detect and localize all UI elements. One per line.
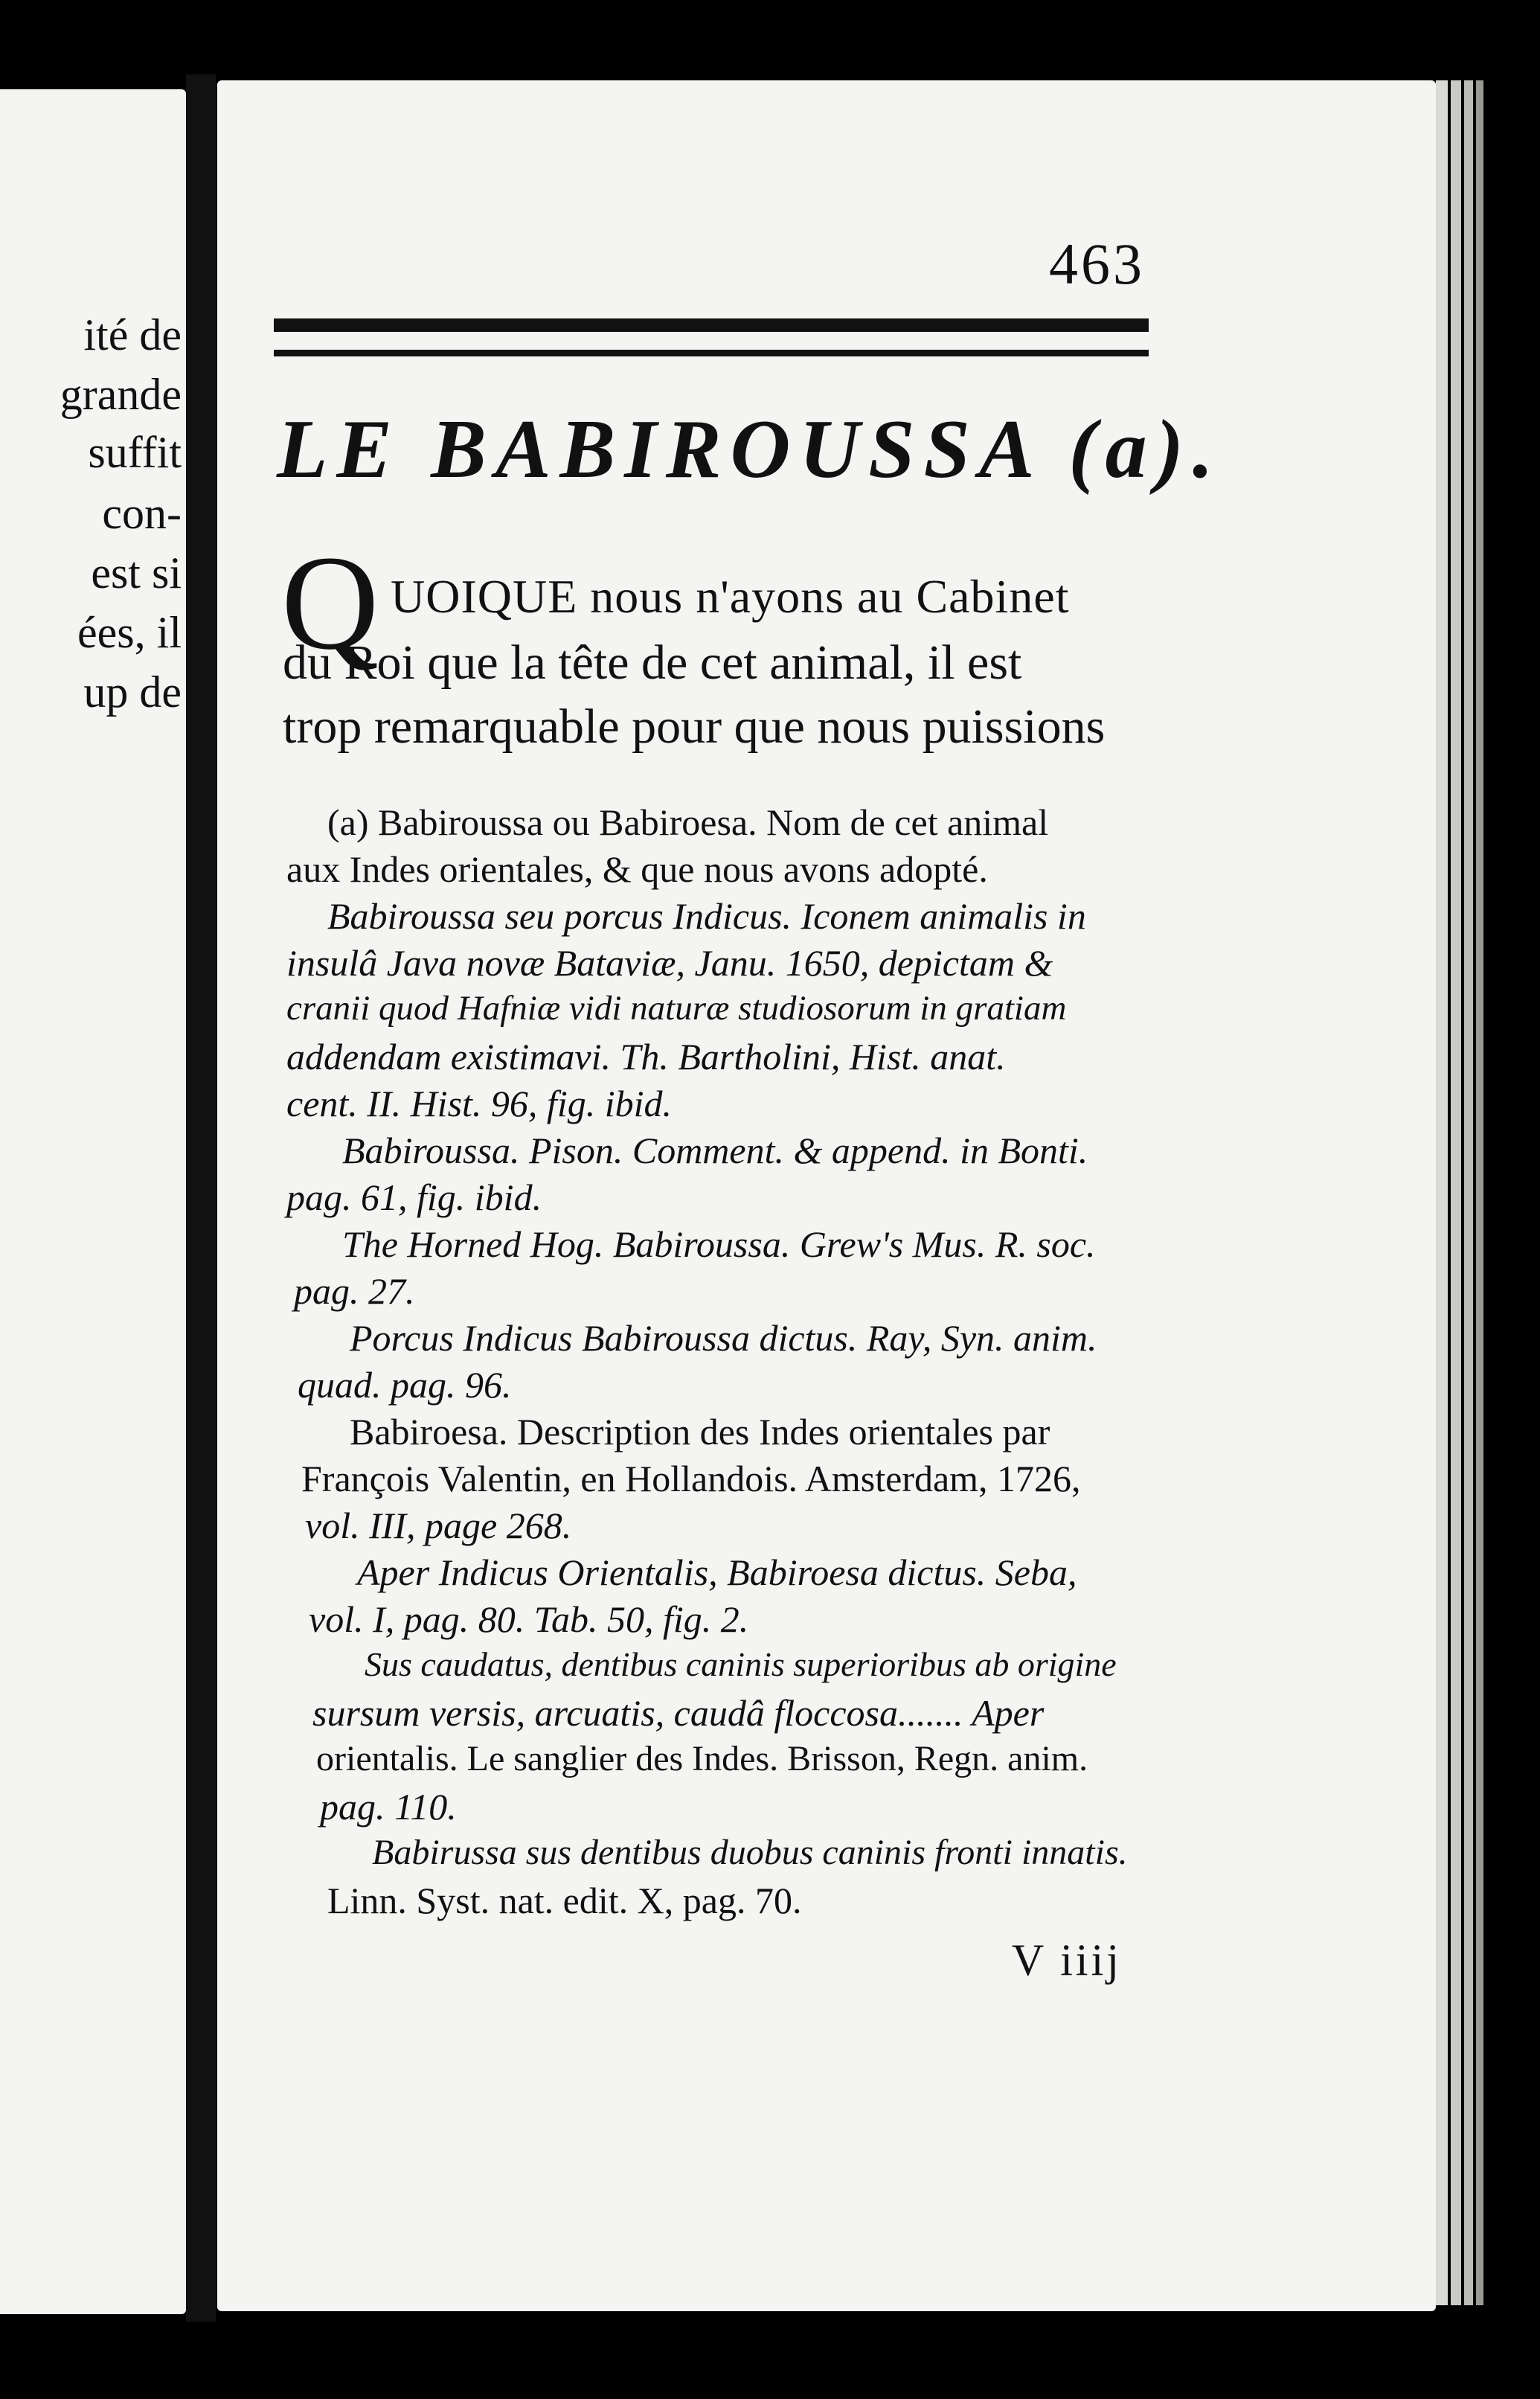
body-line: trop remarquable pour que nous puissions <box>283 699 1106 754</box>
footnote-line: pag. 110. <box>320 1786 457 1828</box>
footnote-line: Aper Indicus Orientalis, Babiroesa dictus. Seba, <box>357 1551 1077 1593</box>
page-edges <box>1476 80 1483 2305</box>
left-page-line: est si <box>91 548 182 598</box>
footnote-line: addendam existimavi. Th. Bartholini, Hist. anat. <box>286 1036 1006 1077</box>
body-line: du Roi que la tête de cet animal, il est <box>283 635 1022 690</box>
footnote-line: cent. II. Hist. 96, fig. ibid. <box>286 1083 672 1124</box>
footnote-line: Porcus Indicus Babiroussa dictus. Ray, Syn. anim. <box>350 1317 1097 1359</box>
footnote-line: cranii quod Hafniæ vidi naturæ studiosorum in gratiam <box>286 989 1067 1028</box>
left-page-line: up de <box>83 667 182 717</box>
left-page-line: con- <box>102 489 182 538</box>
footnote-line: quad. pag. 96. <box>298 1364 512 1406</box>
footnote-line: François Valentin, en Hollandois. Amsterdam, 1726, <box>301 1458 1081 1499</box>
drop-cap: Q <box>281 528 379 678</box>
page-edges <box>1436 80 1448 2305</box>
footnote-line: pag. 61, fig. ibid. <box>286 1176 542 1218</box>
footnote-line: orientalis. Le sanglier des Indes. Brisson, Regn. anim. <box>316 1739 1088 1778</box>
header-rule-thick <box>274 318 1149 332</box>
left-page <box>0 89 186 2314</box>
left-page-line: ées, il <box>77 608 182 657</box>
footnote-line: (a) Babiroussa ou Babiroesa. Nom de cet animal <box>327 801 1049 843</box>
book-gutter <box>186 74 216 2322</box>
page-number: 463 <box>1049 231 1145 296</box>
footnote-line: vol. I, pag. 80. Tab. 50, fig. 2. <box>309 1598 749 1640</box>
footnote-line: Babirussa sus dentibus duobus caninis fronti innatis. <box>372 1833 1128 1872</box>
footnote-line: Babiroussa. Pison. Comment. & append. in Bonti. <box>342 1130 1088 1171</box>
footnote-line: Linn. Syst. nat. edit. X, pag. 70. <box>327 1880 802 1921</box>
left-page-line: ité de <box>83 310 182 359</box>
left-page-line: suffit <box>88 428 182 477</box>
footnote-line: Babiroesa. Description des Indes orientales par <box>350 1411 1050 1452</box>
page-edges <box>1451 80 1461 2305</box>
footnote-line: aux Indes orientales, & que nous avons adopté. <box>286 848 988 890</box>
footnote-line: vol. III, page 268. <box>305 1505 572 1546</box>
chapter-title: LE BABIROUSSA (a). <box>277 403 1222 496</box>
footnote-line: insulâ Java novæ Bataviæ, Janu. 1650, depictam & <box>286 942 1053 984</box>
footnote-line: pag. 27. <box>294 1270 415 1312</box>
header-rule-thin <box>274 350 1149 356</box>
footnote-line: sursum versis, arcuatis, caudâ floccosa....... Aper <box>312 1692 1045 1734</box>
page-edges <box>1464 80 1473 2305</box>
footnote-line: Sus caudatus, dentibus caninis superioribus ab origine <box>365 1645 1117 1683</box>
body-line: UOIQUE nous n'ayons au Cabinet <box>391 570 1070 623</box>
footnote-line: Babiroussa seu porcus Indicus. Iconem animalis in <box>327 895 1086 937</box>
footnote-line: The Horned Hog. Babiroussa. Grew's Mus. R. soc. <box>342 1223 1096 1265</box>
signature-mark: V iiij <box>1012 1935 1122 1985</box>
left-page-line: grande <box>60 370 182 419</box>
